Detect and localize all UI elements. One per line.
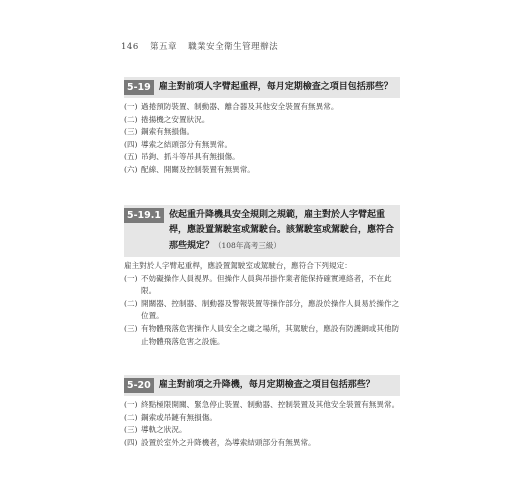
list-item <box>124 424 400 437</box>
question-number: 5-19 <box>124 80 154 95</box>
item-marker: (四) <box>124 139 138 149</box>
item-text: 開關器、控制器、制動器及警報裝置等操作部分，應設於操作人員易於操作之位置。 <box>141 298 400 321</box>
question-text: 雇主對前項人字臂起重桿，每月定期檢查之項目包括那些？ <box>158 82 393 92</box>
item-text: 導軌之狀況。 <box>141 425 187 435</box>
question-bar <box>124 77 400 98</box>
item-text: 鋼索或吊鏈有無損傷。 <box>141 412 217 422</box>
item-text: 配線、開關及控制裝置有無異常。 <box>141 164 255 174</box>
answer-list <box>124 101 400 177</box>
question-bar <box>124 205 400 257</box>
question-text <box>169 208 394 254</box>
list-item <box>124 399 400 412</box>
item-marker: (五) <box>124 152 138 162</box>
exam-note: （108年高考三級） <box>214 241 281 250</box>
question-section-5-20 <box>124 375 400 449</box>
chapter-title: 職業安全衛生管理辦法 <box>188 42 279 52</box>
item-text: 不妨礙操作人員視界。但操作人員與吊掛作業者能保持確實連絡者，不在此限。 <box>141 273 392 296</box>
page-number: 146 <box>121 42 139 52</box>
item-text: 吊鉤、抓斗等吊具有無損傷。 <box>141 152 240 162</box>
item-text: 有物體飛落危害操作人員安全之虞之場所，其駕駛台，應設有防護網或其他防止物體飛落危害之設施。 <box>141 323 400 346</box>
item-text: 鋼索有無損傷。 <box>141 127 195 137</box>
list-item <box>124 273 400 298</box>
item-marker: (一) <box>124 273 138 283</box>
item-marker: (二) <box>124 114 138 124</box>
page-header <box>121 40 286 52</box>
item-text: 捲揚機之安置狀況。 <box>141 114 210 124</box>
question-body: 依起重升降機具安全規則之規範，雇主對於人字臂起重桿，應設置駕駛室或駕駛台。該駕駛室或駕駛台，應符合那些規定？ <box>169 210 395 251</box>
list-item <box>124 114 400 127</box>
item-text: 設置於室外之升降機者，為導索結頭部分有無異常。 <box>141 437 316 447</box>
list-item <box>124 151 400 164</box>
item-marker: (三) <box>124 127 138 137</box>
item-marker: (六) <box>124 164 138 174</box>
list-item <box>124 323 400 348</box>
list-item <box>124 139 400 152</box>
question-text: 雇主對前項之升降機，每月定期檢查之項目包括那些？ <box>158 380 375 390</box>
item-marker: (三) <box>124 425 138 435</box>
item-text: 過捲預防裝置、制動器、離合器及其他安全裝置有無異常。 <box>141 102 339 111</box>
item-marker: (三) <box>124 323 138 333</box>
list-item <box>124 412 400 425</box>
chapter-label: 第五章 <box>149 42 177 52</box>
item-marker: (四) <box>124 437 138 447</box>
answer-intro: 雇主對於人字臂起重桿，應設置駕駛室或駕駛台，應符合下列規定： <box>124 261 352 270</box>
list-item <box>124 164 400 177</box>
list-item <box>124 101 400 114</box>
question-number: 5-19.1 <box>124 208 164 223</box>
item-marker: (二) <box>124 412 138 422</box>
answer-list <box>124 273 400 349</box>
item-marker: (二) <box>124 298 138 308</box>
list-item <box>124 126 400 139</box>
item-text: 終點極限開關、緊急停止裝置、制動器、控制裝置及其他安全裝置有無異常。 <box>141 400 400 409</box>
answer-list <box>124 399 400 449</box>
question-number: 5-20 <box>124 378 154 393</box>
item-marker: (一) <box>124 400 138 409</box>
question-section-5-19-1 <box>124 205 400 348</box>
list-item <box>124 437 400 450</box>
item-marker: (一) <box>124 102 138 111</box>
question-section-5-19 <box>124 77 400 177</box>
question-bar <box>124 375 400 396</box>
item-text: 導索之結頭部分有無異常。 <box>141 139 233 149</box>
list-item <box>124 298 400 323</box>
